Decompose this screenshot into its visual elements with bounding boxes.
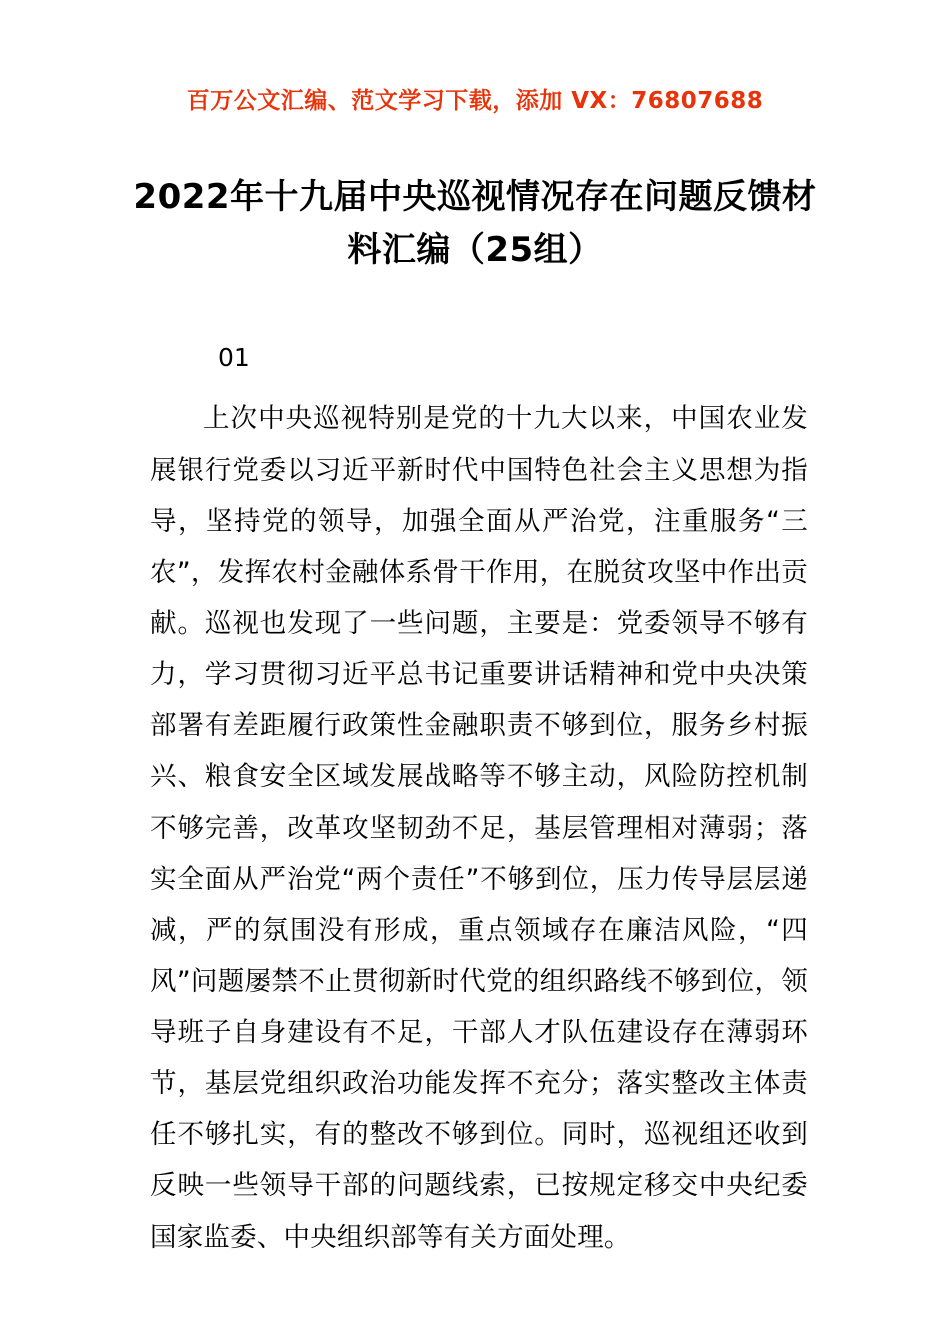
body-paragraph: 上次中央巡视特别是党的十九大以来，中国农业发展银行党委以习近平新时代中国特色社会主义思想为指导，坚持党的领导，加强全面从严治党，注重服务“三农”，发挥农村金融体系骨干作用，在脱贫攻坚中作出贡献。巡视也发现了一些问题，主要是：党委领导不够有力，学习贯彻习近平总书记重要讲话精神和党中央决策部署有差距履行政策性金融职责不够到位，服务乡村振兴、粮食安全区域发展战略等不够主动，风险防控机制不够完善，改革攻坚韧劲不足，基层管理相对薄弱；落实全面从严治党“两个责任”不够到位，压力传导层层递减，严的氛围没有形成，重点领域存在廉洁风险，“四风”问题屡禁不止贯彻新时代党的组织路线不够到位，领导班子自身建设有不足，干部人才队伍建设存在薄弱环节，基层党组织政治功能发挥不充分；落实整改主体责任不够扎实，有的整改不够到位。同时，巡视组还收到反映一些领导干部的问题线索，已按规定移交中央纪委国家监委、中央组织部等有关方面处理。 — [150, 403, 808, 1253]
section-number: 01 — [218, 343, 250, 373]
page-title: 2022年十九届中央巡视情况存在问题反馈材料汇编（25组） — [133, 177, 817, 270]
promo-banner: 百万公文汇编、范文学习下载，添加 VX：76807688 — [186, 88, 764, 114]
